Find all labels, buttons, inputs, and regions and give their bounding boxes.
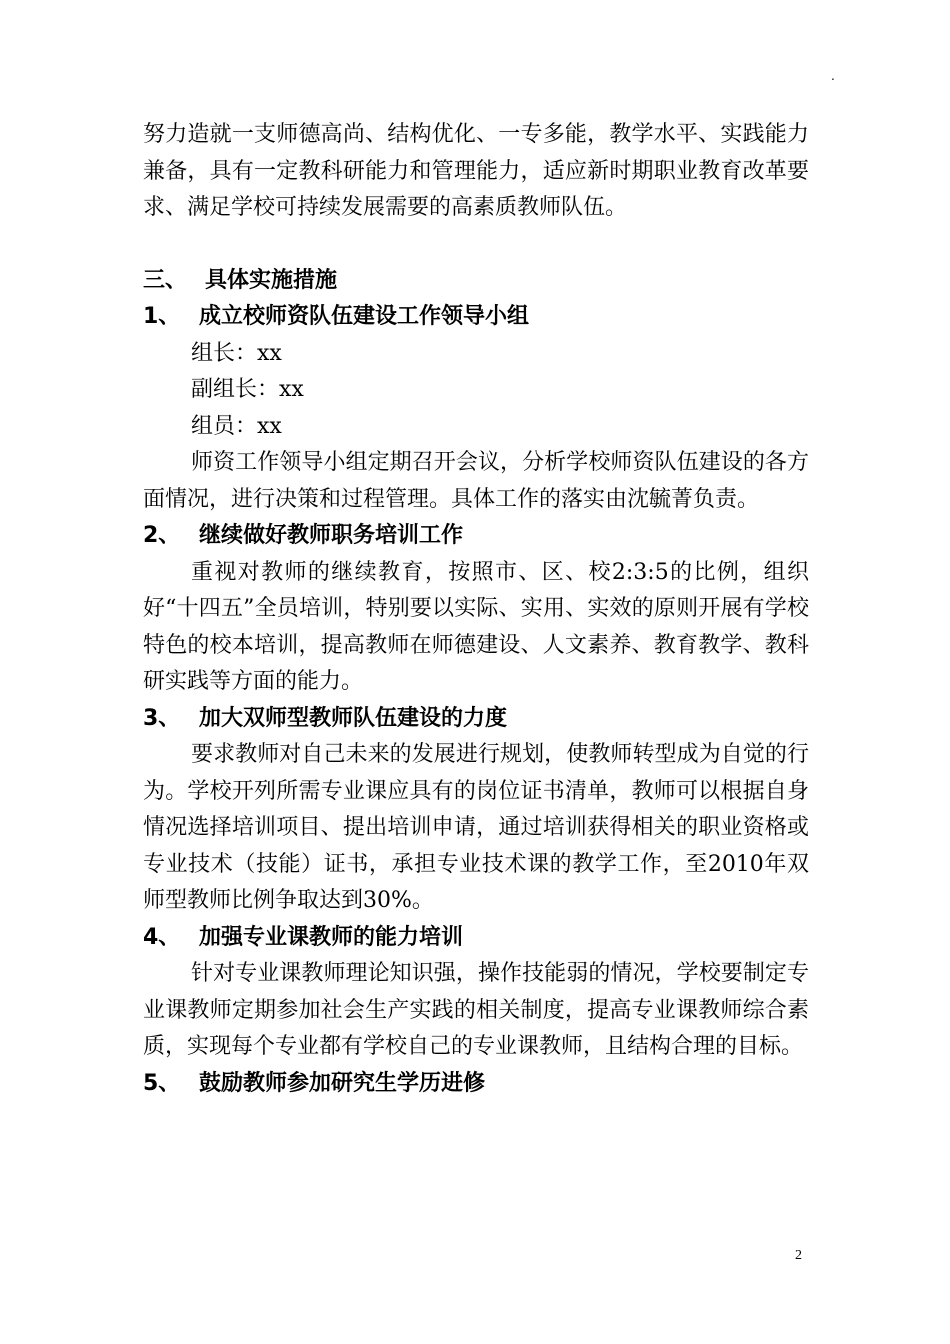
member-deputy-leader: 副组长：xx	[191, 377, 304, 402]
item-number: 1、	[143, 304, 181, 329]
item-number: 4、	[143, 924, 181, 950]
member-members: 组员：xx	[191, 413, 282, 439]
item-number: 5、	[143, 1070, 181, 1096]
item-number: 2、	[143, 523, 181, 548]
member-leader: 组长：xx	[191, 340, 282, 366]
item-number: 3、	[143, 705, 181, 731]
corner-mark: .	[831, 69, 835, 83]
item-title: 加强专业课教师的能力培训	[199, 924, 464, 950]
item-heading-5	[143, 1066, 809, 1103]
section-title: 具体实施措施	[205, 267, 338, 293]
page-content	[143, 117, 809, 1102]
item-paragraph-2: 重视对教师的继续教育，按照市、区、校2:3:5的比例，组织好“十四五”全员培训，特别要以实际、实用、实效的原则开展有学校特色的校本培训，提高教师在师德建设、人文素养、教育教学、教科研实践等方面的能力。	[143, 559, 809, 694]
item-paragraph-3: 要求教师对自己未来的发展进行规划，使教师转型成为自觉的行为。学校开列所需专业课应具有的岗位证书清单，教师可以根据自身情况选择培训项目、提出培训申请，通过培训获得相关的职业资格或专业技术（技能）证书，承担专业技术课的教学工作，至2010年双师型教师比例争取达到30%。	[143, 742, 809, 913]
intro-paragraph: 努力造就一支师德高尚、结构优化、一专多能，教学水平、实践能力兼备，具有一定教科研能力和管理能力，适应新时期职业教育改革要求、满足学校可持续发展需要的高素质教师队伍。	[143, 122, 809, 220]
item-paragraph-1: 师资工作领导小组定期召开会议，分析学校师资队伍建设的各方面情况，进行决策和过程管理。具体工作的落实由沈毓菁负责。	[143, 450, 809, 512]
item-heading-2	[143, 518, 809, 555]
section-heading	[143, 263, 809, 300]
page-number: 2	[795, 1248, 802, 1263]
item-paragraph-4: 针对专业课教师理论知识强，操作技能弱的情况，学校要制定专业课教师定期参加社会生产实践的相关制度，提高专业课教师综合素质，实现每个专业都有学校自己的专业课教师，且结构合理的目标。	[143, 961, 809, 1059]
item-title: 鼓励教师参加研究生学历进修	[199, 1070, 486, 1096]
item-title: 加大双师型教师队伍建设的力度	[199, 705, 508, 731]
item-title: 成立校师资队伍建设工作领导小组	[199, 304, 530, 329]
section-gap	[143, 227, 809, 263]
section-number: 三、	[143, 267, 188, 293]
item-heading-4	[143, 920, 809, 957]
item-heading-3	[143, 701, 809, 738]
item-heading-1	[143, 299, 809, 336]
item-title: 继续做好教师职务培训工作	[199, 523, 464, 548]
